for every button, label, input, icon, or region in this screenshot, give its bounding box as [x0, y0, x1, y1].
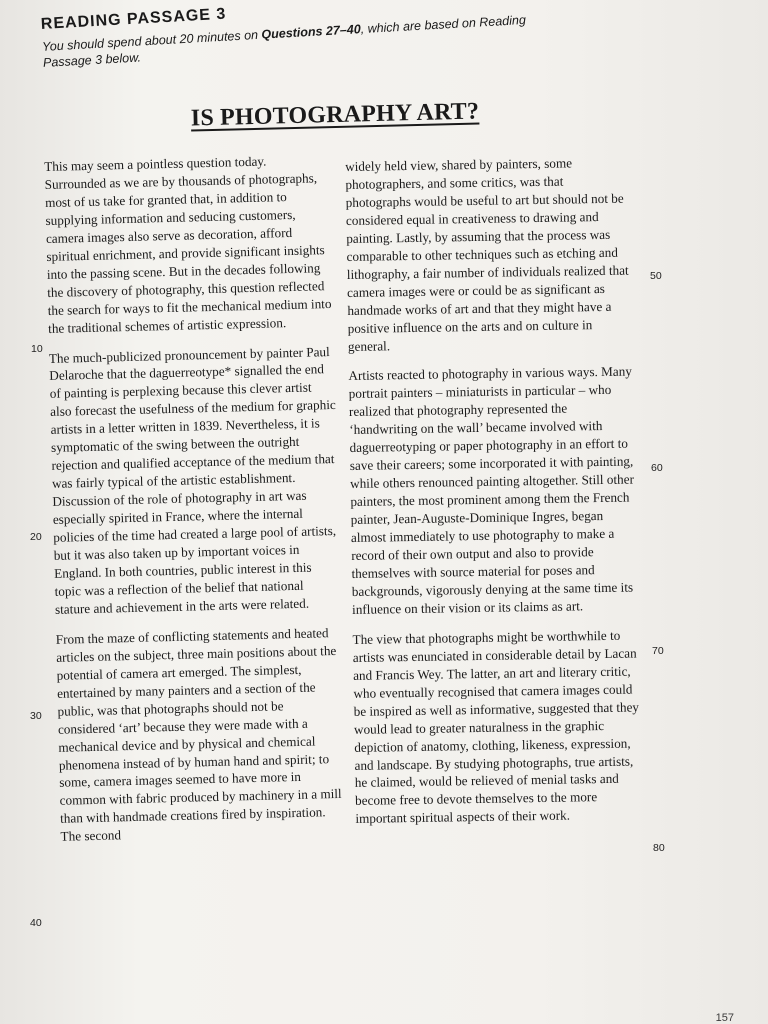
paragraph-6: The view that photographs might be worthwhile to artists was enunciated in considerable detail by Lacan and Francis Wey. The latter, an art and literary critic, who eventually recognised that camera images could be inspired as well as informative, suggested that they would lead to greater naturalness in the graphic depiction of anatomy, clothing, likeness, expression, and landscape. By studying photographs, true artists, he claimed, would be relieved of menial tasks and become free to devote themselves to the more important spiritual aspects of their work. — [352, 627, 640, 827]
line-number-30: 30 — [30, 710, 42, 722]
paragraph-2: The much-publicized pronouncement by painter Paul Delaroche that the daguerreotype* signalled the end of painting is perplexing because this clever artist also forecast the usefulness of the medium for graphic artists in a letter written in 1839. Nevertheless, it is symptomatic of the swing between the outright rejection and qualified acceptance of the medium that was fairly typical of the artistic establishment. Discussion of the role of photography in art was especially spirited in France, where the internal policies of the time had created a large pool of artists, but it was also taken up by important voices in England. In both countries, public interest in this topic was a reflection of the belief that national stature and achievement in the arts were related. — [48, 343, 337, 617]
line-number-70: 70 — [652, 645, 664, 657]
line-number-50: 50 — [650, 270, 662, 282]
line-number-40: 40 — [30, 917, 42, 929]
left-column — [44, 151, 347, 858]
paragraph-1: This may seem a pointless question today. Surrounded as we are by thousands of photographs, most of us take for granted that, in addition to supplying information and seducing customers, camera images also serve as decoration, afford spiritual enrichment, and provide significant insights into the passing scene. But in the decades following the discovery of photography, this question reflected the search for ways to fit the mechanical medium into the traditional schemes of artistic expression. — [44, 153, 332, 336]
line-number-20: 20 — [30, 531, 42, 543]
line-number-80: 80 — [653, 842, 665, 854]
instruction-questions: Questions 27–40 — [261, 22, 362, 42]
passage-label: READING PASSAGE 3 — [40, 5, 227, 33]
line-number-10: 10 — [31, 343, 43, 355]
paragraph-3: From the maze of conflicting statements and heated articles on the subject, three main positions about the potential of camera art emerged. The simplest, entertained by many painters and a section of the public, was that photographs should not be considered ‘art’ because they were made with a mechanical device and by physical and chemical phenomena instead of by human hand and spirit; to some, camera images seemed to have more in common with fabric produced by machinery in a mill than with handmade creations fired by inspiration. The second — [55, 625, 342, 845]
line-number-60: 60 — [651, 462, 663, 474]
instruction-suffix: , which are based on Reading Passage 3 below. — [42, 12, 527, 70]
instruction-prefix: You should spend about 20 minutes on — [41, 27, 262, 54]
paragraph-4: widely held view, shared by painters, some photographers, and some critics, was that photographs would be useful to art but should not be considered equal in creativeness to drawing and painting. Lastly, by assuming that the process was comparable to other techniques such as etching and lithography, a fair number of individuals realized that camera images were or could be as significant as handmade works of art and that they might have a positive influence on the arts and on culture in general. — [345, 155, 629, 354]
page-number: 157 — [715, 1012, 734, 1024]
paragraph-5: Artists reacted to photography in various ways. Many portrait painters – miniaturists in particular – who realized that photography represented the ‘handwriting on the wall’ became involved with daguerreotyping or paper photography in an effort to save their careers; some incorporated it with painting, while others renounced painting altogether. Still other painters, the most prominent among them the French painter, Jean-Auguste-Dominique Ingres, began almost immediately to use photography to make a record of their own output and also to provide themselves with source material for poses and backgrounds, vigorously denying at the same time its influence on their vision or its claims as art. — [348, 364, 635, 617]
passage-header — [40, 0, 583, 71]
page-title: IS PHOTOGRAPHY ART? — [190, 98, 480, 132]
right-column — [345, 154, 642, 841]
